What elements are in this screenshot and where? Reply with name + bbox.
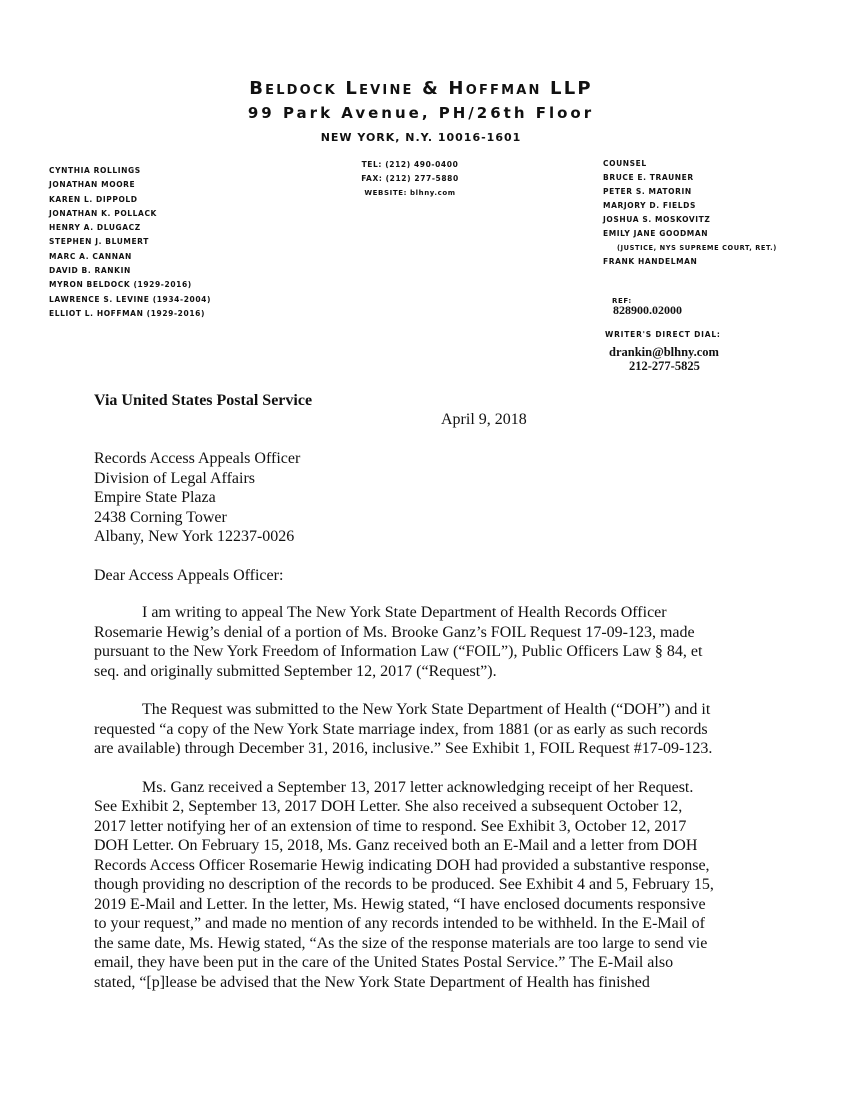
fax-number: FAX: (212) 277-5880	[361, 174, 459, 183]
firm-city: NEW YORK, N.Y. 10016-1601	[320, 131, 522, 144]
addressee-line: 2438 Corning Tower	[94, 508, 227, 526]
delivery-method: Via United States Postal Service	[94, 392, 313, 409]
body-line: I am writing to appeal The New York State Department of Health Records Officer	[142, 604, 667, 621]
counsel-name: MARJORY D. FIELDS	[603, 201, 696, 210]
counsel-list	[603, 157, 777, 269]
ref-number: 828900.02000	[613, 303, 682, 317]
body-line: though providing no description of the records to be produced. See Exhibit 4 and 5, February 15,	[94, 876, 714, 893]
body-line: pursuant to the New York Freedom of Information Law (“FOIL”), Public Officers Law § 84, et	[94, 643, 703, 660]
direct-dial-label: WRITER'S DIRECT DIAL:	[605, 330, 721, 339]
partner-name: STEPHEN J. BLUMERT	[49, 237, 149, 247]
body-line: to your request,” and made no mention of any records intended to be withheld. In the E-Mail of	[94, 915, 705, 932]
paragraph-3	[94, 778, 748, 993]
addressee-block	[94, 449, 300, 547]
partner-name: CYNTHIA ROLLINGS	[49, 166, 141, 175]
firm-address: 99 Park Avenue, PH/26th Floor	[247, 104, 595, 122]
body-line: are available) through December 31, 2016, inclusive.” See Exhibit 1, FOIL Request #17-09-123.	[94, 740, 713, 757]
body-line: See Exhibit 2, September 13, 2017 DOH Letter. She also received a subsequent October 12,	[94, 798, 683, 815]
addressee-line: Albany, New York 12237-0026	[94, 528, 295, 545]
contact-block	[330, 158, 490, 200]
body-line: 2019 E-Mail and Letter. In the letter, Ms. Hewig stated, “I have enclosed documents responsive	[94, 895, 706, 913]
phone-number: TEL: (212) 490-0400	[361, 160, 459, 169]
website: WEBSITE: blhny.com	[364, 189, 456, 197]
partner-name: LAWRENCE S. LEVINE (1934-2004)	[49, 294, 212, 304]
counsel-note: (JUSTICE, NYS SUPREME COURT, RET.)	[617, 244, 777, 252]
body-line: seq. and originally submitted September 12, 2017 (“Request”).	[94, 662, 497, 680]
writer-email: drankin@blhny.com	[609, 345, 719, 359]
body-line: The Request was submitted to the New York State Department of Health (“DOH”) and it	[142, 701, 711, 718]
partner-name: HENRY A. DLUGACZ	[49, 223, 141, 233]
body-line: Ms. Ganz received a September 13, 2017 letter acknowledging receipt of her Request.	[142, 778, 694, 796]
partner-name: JONATHAN K. POLLACK	[49, 208, 157, 218]
addressee-line: Records Access Appeals Officer	[94, 450, 301, 467]
letter-body	[94, 603, 748, 1011]
salutation: Dear Access Appeals Officer:	[94, 567, 284, 584]
body-line: email, they have been put in the care of the United States Postal Service.” The E-Mail also	[94, 954, 674, 971]
firm-name: Beldock Levine & Hoffman LLP	[249, 78, 593, 99]
counsel-heading: COUNSEL	[603, 159, 647, 168]
body-line: 2017 letter notifying her of an extension of time to respond. See Exhibit 3, October 12, 2017	[94, 817, 687, 835]
counsel-name: BRUCE E. TRAUNER	[603, 173, 694, 182]
body-line: the same date, Ms. Hewig stated, “As the size of the response materials are too large to send vie	[94, 934, 708, 952]
body-line: Rosemarie Hewig’s denial of a portion of Ms. Brooke Ganz’s FOIL Request 17-09-123, made	[94, 623, 695, 641]
letter-date: April 9, 2018	[441, 411, 527, 428]
partner-name: DAVID B. RANKIN	[49, 266, 131, 276]
addressee-line: Empire State Plaza	[94, 489, 216, 506]
body-line: requested “a copy of the New York State marriage index, from 1881 (or as early as such records	[94, 720, 708, 738]
counsel-name: FRANK HANDELMAN	[603, 257, 698, 266]
counsel-name: JOSHUA S. MOSKOVITZ	[603, 215, 711, 224]
paragraph-2	[94, 700, 748, 759]
ref-label: REF:	[612, 297, 632, 305]
body-line: Records Access Officer Rosemarie Hewig indicating DOH had provided a substantive response,	[94, 856, 710, 874]
paragraph-1	[94, 603, 748, 681]
counsel-name: EMILY JANE GOODMAN	[603, 229, 709, 238]
partner-name: ELLIOT L. HOFFMAN (1929-2016)	[49, 308, 205, 318]
body-line: stated, “[p]lease be advised that the New York State Department of Health has finished	[94, 973, 650, 991]
partner-name: JONATHAN MOORE	[49, 180, 136, 190]
partners-list	[49, 164, 211, 321]
partner-name: KAREN L. DIPPOLD	[49, 194, 138, 204]
partner-name: MYRON BELDOCK (1929-2016)	[49, 280, 192, 290]
counsel-name: PETER S. MATORIN	[603, 187, 692, 196]
body-line: DOH Letter. On February 15, 2018, Ms. Ganz received both an E-Mail and a letter from DOH	[94, 837, 698, 854]
partner-name: MARC A. CANNAN	[49, 251, 132, 261]
addressee-line: Division of Legal Affairs	[94, 469, 256, 487]
writer-phone: 212-277-5825	[629, 359, 700, 373]
